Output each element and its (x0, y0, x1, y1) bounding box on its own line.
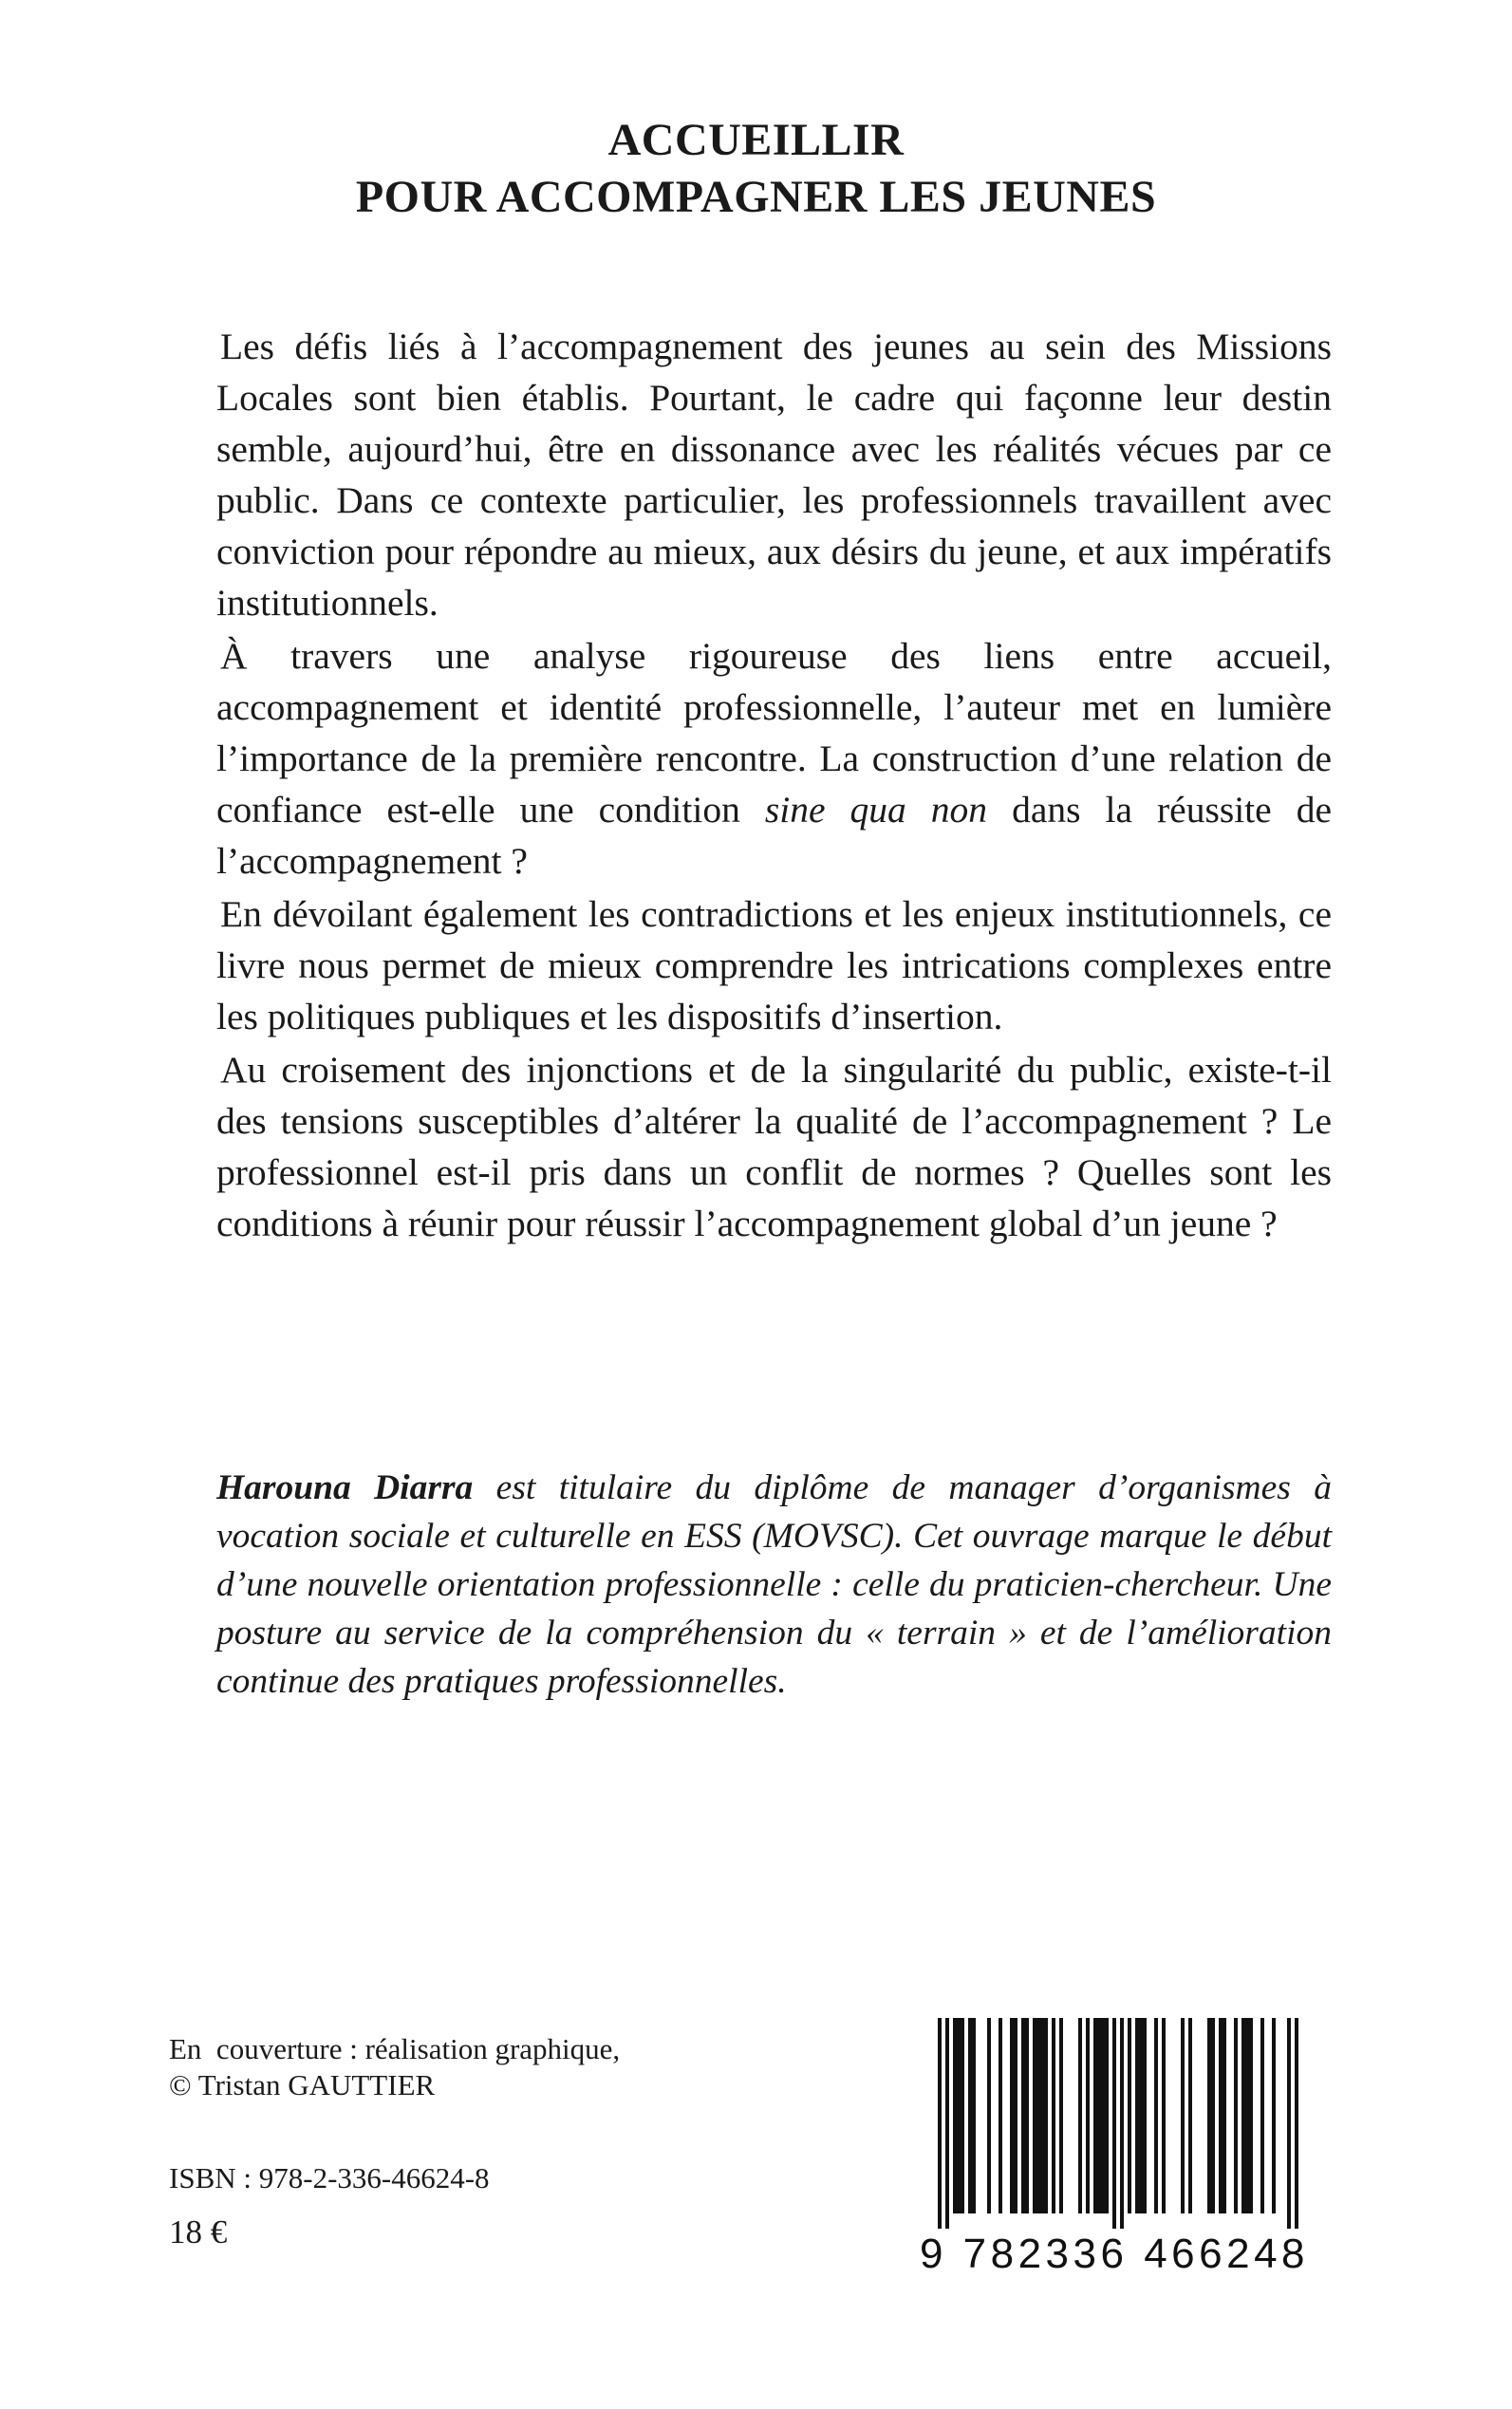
author-name: Harouna Diarra (216, 1468, 474, 1507)
barcode-bar (1014, 2018, 1017, 2213)
barcode-bar (961, 2018, 964, 2213)
blurb-paragraph-2-italic: sine qua non (764, 789, 988, 831)
barcode-bar (1211, 2018, 1215, 2213)
barcode-bar (1223, 2018, 1226, 2213)
barcode-bar (1078, 2018, 1082, 2213)
price: 18 € (169, 2213, 228, 2250)
barcode-bar (1154, 2018, 1158, 2213)
barcode-bar (1260, 2018, 1264, 2213)
barcode (896, 2016, 1333, 2280)
blurb-paragraph-4: Au croisement des injonctions et de la singularité du public, existe-t-il des tensions susceptibles d’altérer la qualité de l’accompagnement ? Le professionnel est-il pris dans un conflit de normes ? Quelles sont les conditions à réunir pour réussir l’accompagnement global d’un jeune ? (216, 1049, 1332, 1244)
barcode-bar (1036, 2018, 1040, 2213)
book-title-line-1: ACCUEILLIR (607, 115, 905, 165)
blurb-paragraph-1: Les défis liés à l’accompagnement des jeunes au sein des Missions Locales sont bien établis. Pourtant, le cadre qui façonne leur destin semble, aujourd’hui, être en dissonance avec les réalités vécues par ce public. Dans ce contexte particulier, les professionnels travaillent avec conviction pour répondre au mieux, aux désirs du jeune, et aux impératifs institutionnels. (216, 326, 1332, 624)
barcode-bar (1245, 2018, 1249, 2213)
barcode-bar (1021, 2018, 1025, 2213)
barcode-bar (1287, 2018, 1291, 2229)
barcode-bar (1033, 2018, 1036, 2213)
barcode-bar (1219, 2018, 1223, 2213)
barcode-bar (999, 2018, 1002, 2213)
barcode-bar (1272, 2018, 1276, 2213)
barcode-bar (1093, 2018, 1097, 2213)
barcode-bar (1010, 2018, 1014, 2213)
barcode-bar (1044, 2018, 1048, 2213)
blurb-paragraph-2-start: À travers une analyse rigoureuse des liens entre accueil, accompagnement et identité professionnelle, l’auteur met en lumière l’importance de la première rencontre. La construction d’une relation de confiance est-elle une condition (216, 635, 1332, 831)
barcode-bar (1101, 2018, 1105, 2213)
barcode-bar (1295, 2018, 1298, 2229)
blurb-paragraph-2 (216, 630, 1332, 887)
blurb-paragraph-2-end: dans la réussite de l’accompagnement ? (216, 789, 1332, 882)
barcode-bar (972, 2018, 976, 2213)
barcode-bar (1139, 2018, 1143, 2213)
cover-credit-line-1: En couverture : réalisation graphique, (169, 2032, 621, 2065)
barcode-bar (957, 2018, 961, 2213)
isbn: ISBN : 978-2-336-46624-8 (169, 2161, 490, 2194)
barcode-bar (945, 2018, 949, 2229)
author-bio (216, 1464, 1332, 1706)
barcode-bar (1086, 2018, 1090, 2213)
barcode-digits: 9 782336 466248 (919, 2231, 1310, 2277)
barcode-bar (1249, 2018, 1253, 2213)
barcode-bar (968, 2018, 972, 2213)
barcode-bar (938, 2018, 942, 2229)
book-title-line-2: POUR ACCOMPAGNER LES JEUNES (355, 172, 1157, 222)
barcode-bar (1234, 2018, 1238, 2213)
barcode-bar (1241, 2018, 1245, 2213)
barcode-bar (1105, 2018, 1109, 2213)
barcode-bar (1162, 2018, 1166, 2213)
barcode-bar (1097, 2018, 1101, 2213)
barcode-bar (1052, 2018, 1055, 2213)
barcode-bar (953, 2018, 957, 2213)
barcode-bar (1025, 2018, 1029, 2213)
barcode-bar (1207, 2018, 1211, 2213)
cover-credit (169, 2031, 620, 2103)
barcode-bar (1143, 2018, 1147, 2213)
barcode-bar (1188, 2018, 1192, 2213)
blurb (216, 321, 1332, 1251)
ean13-barcode-icon (896, 2016, 1333, 2234)
barcode-bar (1128, 2018, 1131, 2213)
book-title (0, 112, 1512, 226)
barcode-bar (1181, 2018, 1185, 2213)
barcode-bar (987, 2018, 991, 2213)
barcode-bar (1112, 2018, 1116, 2229)
cover-credit-line-2: © Tristan GAUTTIER (169, 2068, 436, 2101)
blurb-paragraph-3: En dévoilant également les contradictions et les enjeux institutionnels, ce livre nous permet de mieux comprendre les intrications complexes entre les politiques publiques et les dispositifs d’insertion. (216, 893, 1332, 1037)
barcode-bar (1120, 2018, 1124, 2229)
barcode-bar (1059, 2018, 1063, 2213)
barcode-bar (1135, 2018, 1139, 2213)
author-bio-text: est titulaire du diplôme de manager d’organismes à vocation sociale et culturelle en ESS (MOVSC). Cet ouvrage marque le début d’une nouvelle orientation professionnelle : celle du praticien-chercheur. Une posture au service de la compréhension du « terrain » et de l’amélioration continue des pratiques professionnelles. (216, 1468, 1332, 1701)
barcode-bar (1040, 2018, 1044, 2213)
